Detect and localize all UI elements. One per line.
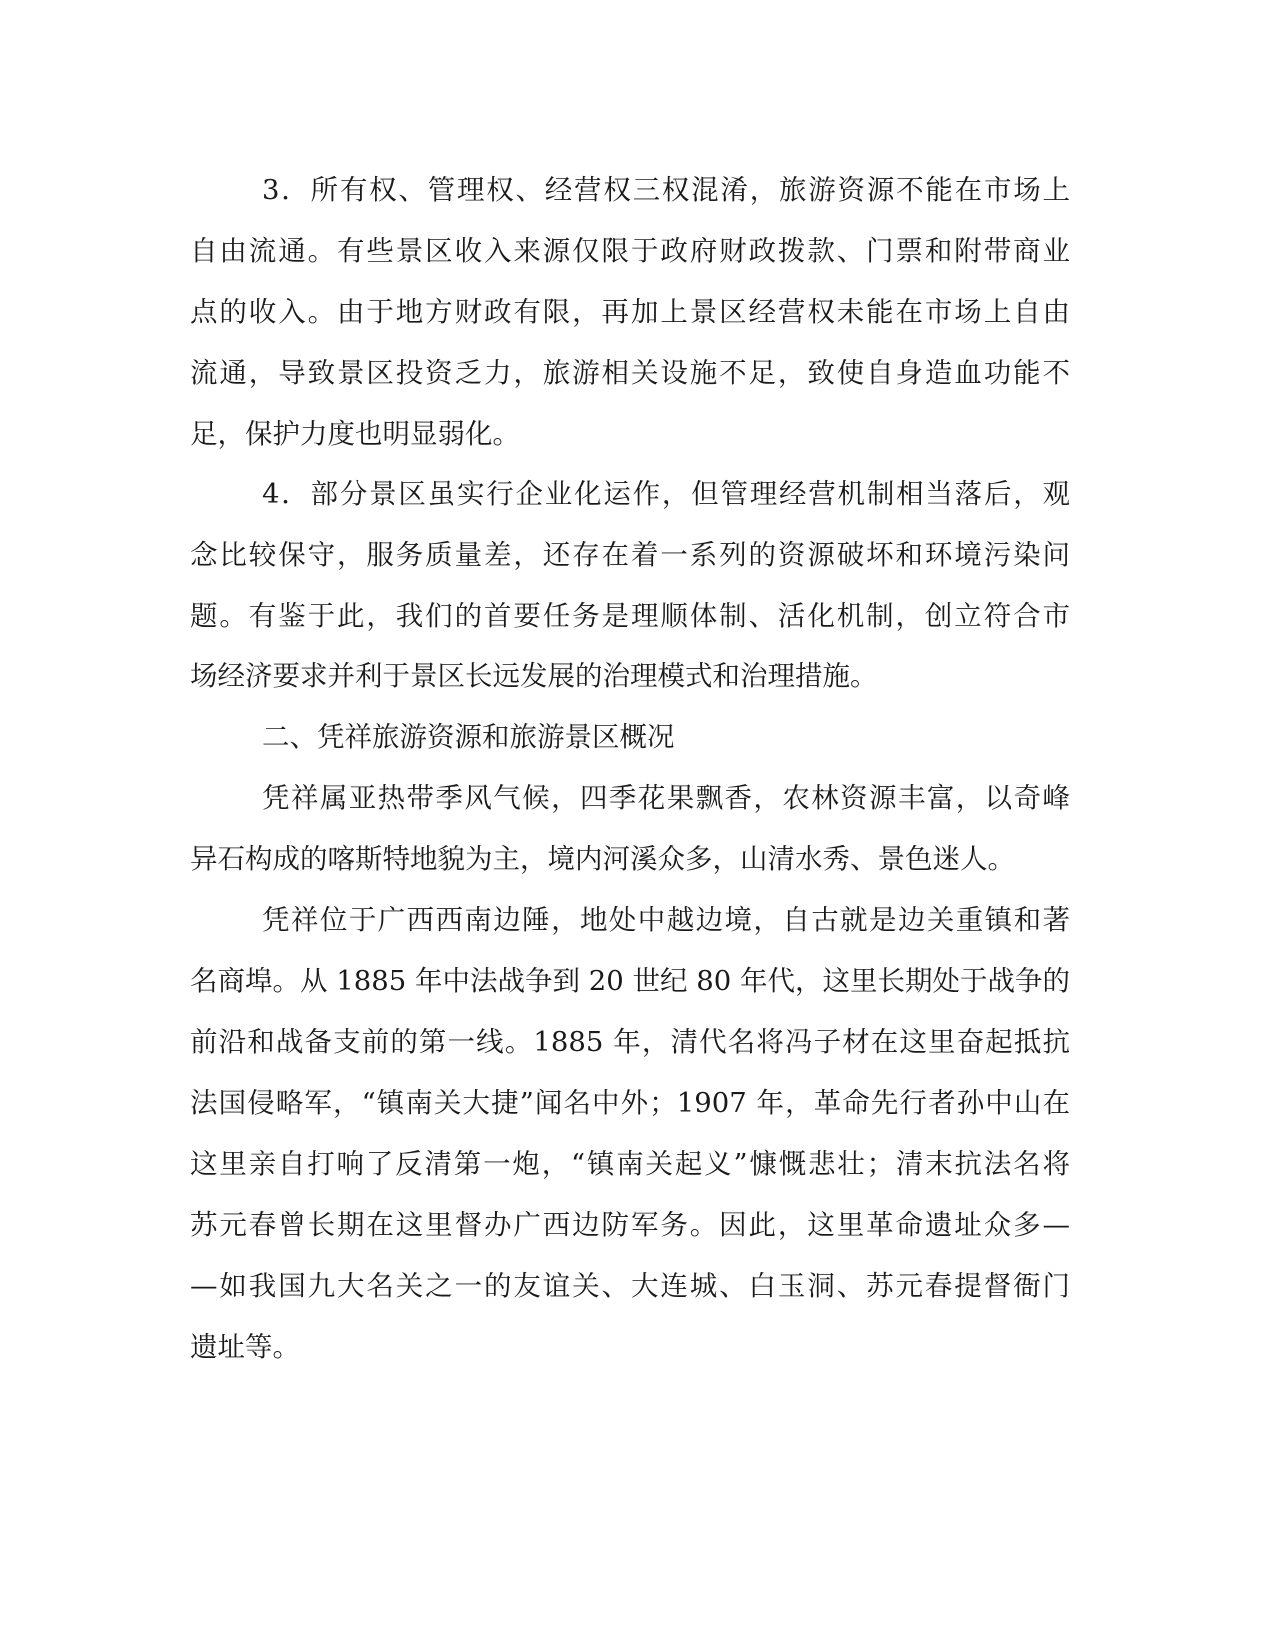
paragraph-history-line: 前沿和战备支前的第一线。1885 年，清代名将冯子材在这里奋起抵抗 [190,1026,1070,1058]
paragraph-4-line: 场经济要求并利于景区长远发展的治理模式和治理措施。 [190,660,878,692]
paragraph-4-line: 念比较保守，服务质量差，还存在着一系列的资源破坏和环境污染问 [190,539,1070,571]
paragraph-history-line: 这里亲自打响了反清第一炮，“镇南关起义”慷慨悲壮；清末抗法名将 [190,1148,1070,1180]
section-heading: 二、凭祥旅游资源和旅游景区概况 [262,721,675,753]
paragraph-history-line: 苏元春曾长期在这里督办广西边防军务。因此，这里革命遗址众多— [190,1209,1070,1241]
paragraph-3-line: 点的收入。由于地方财政有限，再加上景区经营权未能在市场上自由 [190,296,1070,328]
paragraph-3-line: 足，保护力度也明显弱化。 [190,418,520,450]
paragraph-climate-line: 异石构成的喀斯特地貌为主，境内河溪众多，山清水秀、景色迷人。 [190,843,1015,875]
paragraph-4-line: 4．部分景区虽实行企业化运作，但管理经营机制相当落后，观 [262,478,1070,510]
paragraph-history-line: 法国侵略军，“镇南关大捷”闻名中外；1907 年，革命先行者孙中山在 [190,1087,1070,1119]
paragraph-4-line: 题。有鉴于此，我们的首要任务是理顺体制、活化机制，创立符合市 [190,600,1070,632]
paragraph-history-line: 遗址等。 [190,1331,300,1363]
paragraph-history-line: 凭祥位于广西西南边陲，地处中越边境，自古就是边关重镇和著 [262,904,1070,936]
paragraph-climate-line: 凭祥属亚热带季风气候，四季花果飘香，农林资源丰富，以奇峰 [262,782,1070,814]
paragraph-3-line: 自由流通。有些景区收入来源仅限于政府财政拨款、门票和附带商业 [190,235,1070,267]
paragraph-history-line: 名商埠。从 1885 年中法战争到 20 世纪 80 年代，这里长期处于战争的 [190,965,1070,997]
paragraph-3-line: 流通，导致景区投资乏力，旅游相关设施不足，致使自身造血功能不 [190,357,1070,389]
paragraph-history-line: —如我国九大名关之一的友谊关、大连城、白玉洞、苏元春提督衙门 [190,1270,1070,1302]
paragraph-3-line: 3．所有权、管理权、经营权三权混淆，旅游资源不能在市场上 [262,174,1070,206]
